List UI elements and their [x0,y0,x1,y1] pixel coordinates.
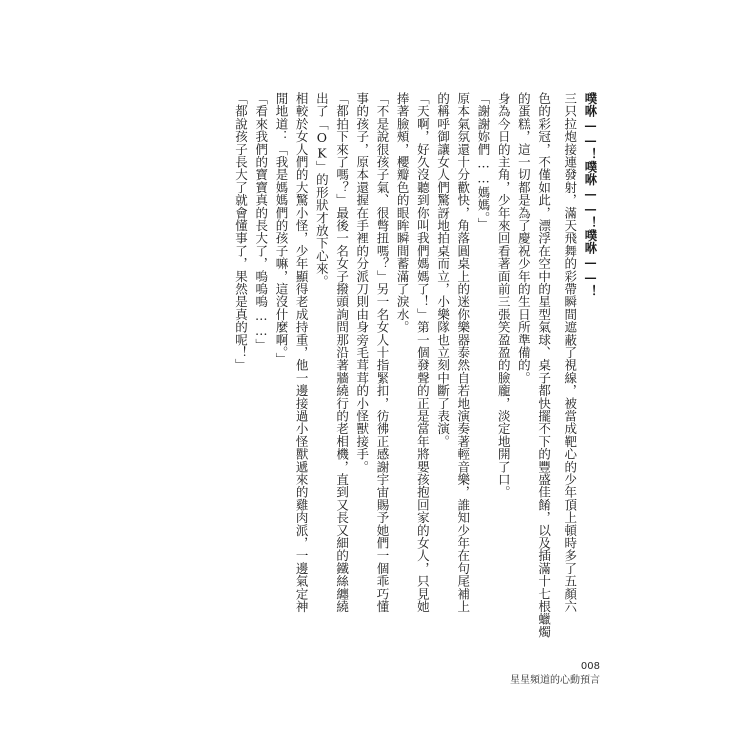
text-line: 事的孩子，原本還握在手裡的分派刀則由身旁毛茸茸的小怪獸接手。 [354,92,370,473]
text-line: 捧著臉頰，櫻瓣色的眼眸瞬間蓄滿了淚水。 [395,92,411,334]
text-line: 原本氣氛還十分歡快，角落圓桌上的迷你樂器泰然自若地演奏著輕音樂，誰知少年在句尾補上 [455,92,471,613]
text-line: 三只拉炮接連發射，滿天飛舞的彩帶瞬間遮蔽了視線，被當成靶心的少年頂上頓時多了五顏六 [562,92,578,613]
text-line: 「都說孩子長大了就會懂事了，果然是真的呢！」 [233,92,249,372]
book-title: 星星頻道的心動預言 [510,675,600,686]
vertical-text-body [230,92,600,639]
text-line: 身為今日的主角，少年來回看著面前三張笑盈盈的臉龐，淡定地開了口。 [496,92,512,499]
text-line: 「都拍下來了嗎？」最後一名女子撥頭詢問那沿著牆繞行的老相機，直到又長又細的鐵絲纏繞 [334,92,350,613]
text-line: 閒地道：「我是媽媽們的孩子嘛，這沒什麼啊。」 [273,92,289,366]
page-number: 008 [580,661,600,672]
text-line: 相較於女人們的大驚小怪，少年顯得老成持重，他一邊接過小怪獸遞來的雞肉派，一邊氣定神 [294,92,310,613]
text-line: 「天啊，好久沒聽到你叫我們媽媽了！」第一個發聲的正是當年將嬰孩抱回家的女人，只見她 [415,92,431,613]
text-line: 的稱呼御讓女人們驚訝地拍桌而立，小樂隊也立刻中斷了表演。 [435,92,451,448]
text-line: 「看來我們的寶寶真的長大了，嗚嗚嗚……」 [253,92,269,351]
text-line-sound-effect: 噗咻——！噗咻——！噗咻——！ [583,92,598,298]
text-line: 「不是說很孩子氣、很彆扭嗎？」另一名女人十指緊扣，彷彿正感謝宇宙賜予她們一個乖巧懂 [374,92,390,613]
text-line: 色的彩冠，不僅如此，漂浮在空中的星型氣球、桌子都快擺不下的豐盛佳餚，以及插滿十七根蠟燭 [536,92,552,639]
text-line: 的蛋糕，這一切都是為了慶祝少年的生日所準備的。 [516,92,532,385]
page-footer [510,660,600,688]
text-line: 「謝謝妳們……媽媽。」 [475,92,491,231]
text-line: 出了「OK」的形狀才放下心來。 [314,92,330,288]
